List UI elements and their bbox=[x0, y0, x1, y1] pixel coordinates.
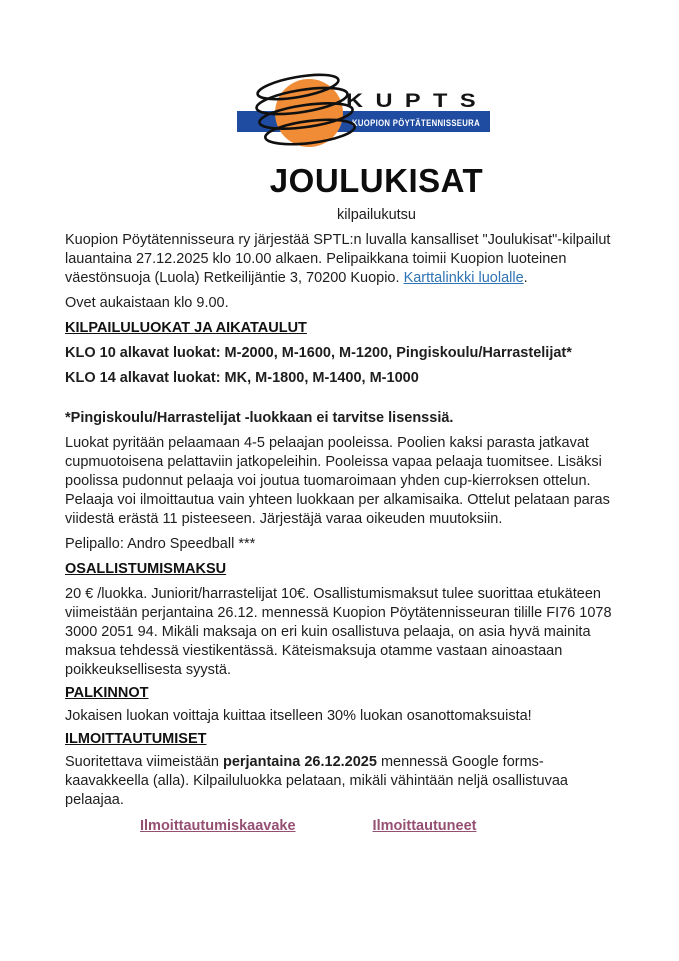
map-link[interactable]: Karttalinkki luolalle bbox=[403, 270, 524, 286]
registration-links bbox=[140, 817, 618, 836]
ball-line: Pelipallo: Andro Speedball *** bbox=[65, 536, 256, 552]
fee-heading: OSALLISTUMISMAKSU bbox=[65, 561, 227, 577]
registration-text: Suoritettava viimeistään bbox=[65, 754, 223, 770]
registration-paragraph bbox=[65, 753, 618, 810]
registered-players-link[interactable]: Ilmoittautuneet bbox=[372, 818, 477, 834]
fee-paragraph: 20 € /luokka. Juniorit/harrastelijat 10€. Osallistumismaksut tulee suorittaa etukäteen viimeistään perjantaina 26.12. mennessä Kuopion Pöytätennisseuran tilille FI76 1078 3000 2051 94. Mikäli maksaja on eri kuin osallistuva pelaaja, on asia hyvä mainita maksua tehdessä viestikentässä. Käteismaksuja otamme vastaan ainoastaan poikkeuksellisesta syystä. bbox=[65, 586, 612, 678]
logo-club-name: KUOPION PÖYTÄTENNISSEURA bbox=[352, 118, 480, 129]
prizes-heading: PALKINNOT bbox=[65, 685, 149, 701]
license-note: *Pingiskoulu/Harrastelijat -luokkaan ei tarvitse lisenssiä. bbox=[65, 410, 454, 426]
page-title: JOULUKISAT bbox=[269, 162, 484, 199]
registration-deadline: perjantaina 26.12.2025 bbox=[222, 754, 377, 770]
klo10-classes-line: KLO 10 alkavat luokat: M-2000, M-1600, M-1200, Pingiskoulu/Harrastelijat* bbox=[65, 345, 572, 361]
classes-heading: KILPAILULUOKAT JA AIKATAULUT bbox=[65, 320, 307, 336]
page-subtitle: kilpailukutsu bbox=[337, 207, 416, 223]
registration-form-link[interactable]: Ilmoittautumiskaavake bbox=[140, 818, 296, 834]
klo14-classes-line: KLO 14 alkavat luokat: MK, M-1800, M-1400, M-1000 bbox=[65, 370, 419, 386]
registration-heading: ILMOITTAUTUMISET bbox=[65, 731, 207, 747]
intro-paragraph bbox=[65, 231, 618, 288]
prizes-paragraph: Jokaisen luokan voittaja kuittaa itselleen 30% luokan osanottomaksuista! bbox=[65, 708, 532, 724]
doors-open-line: Ovet aukaistaan klo 9.00. bbox=[65, 295, 229, 311]
club-logo-graphic bbox=[180, 56, 502, 153]
rules-paragraph: Luokat pyritään pelaamaan 4-5 pelaajan pooleissa. Poolien kaksi parasta jatkavat cupmuotoisena pelattaviin jatkopeleihin. Pooleissa vapaa pelaaja tuomitsee. Lisäksi poolissa pudonnut pelaaja voi joutua tuomaroimaan yhden cup-kierroksen ottelun. Pelaaja voi ilmoittautua vain yhteen luokkaan per alkamisaika. Ottelut pelataan paras viidestä erästä 11 pisteeseen. Järjestäjä varaa oikeuden muutoksiin. bbox=[65, 435, 610, 527]
invitation-page bbox=[65, 0, 618, 836]
logo-abbr: KUPTS bbox=[346, 91, 488, 112]
intro-text: Kuopion Pöytätennisseura ry järjestää SPTL:n luvalla kansalliset "Joulukisat"-kilpailut lauantaina 27.12.2025 klo 10.00 alkaen. Pelipaikkana toimii Kuopion luoteinen väestönsuoja (Luola) Retkeilijäntie 3, 70200 Kuopio. bbox=[65, 232, 611, 286]
intro-text-end: . bbox=[523, 270, 528, 286]
registration-text-end: mennessä Google forms-kaavakkeella (alla). Kilpailuluokka pelataan, mikäli vähintään neljä osallistuvaa pelaajaa. bbox=[65, 754, 568, 808]
club-logo bbox=[180, 0, 502, 153]
